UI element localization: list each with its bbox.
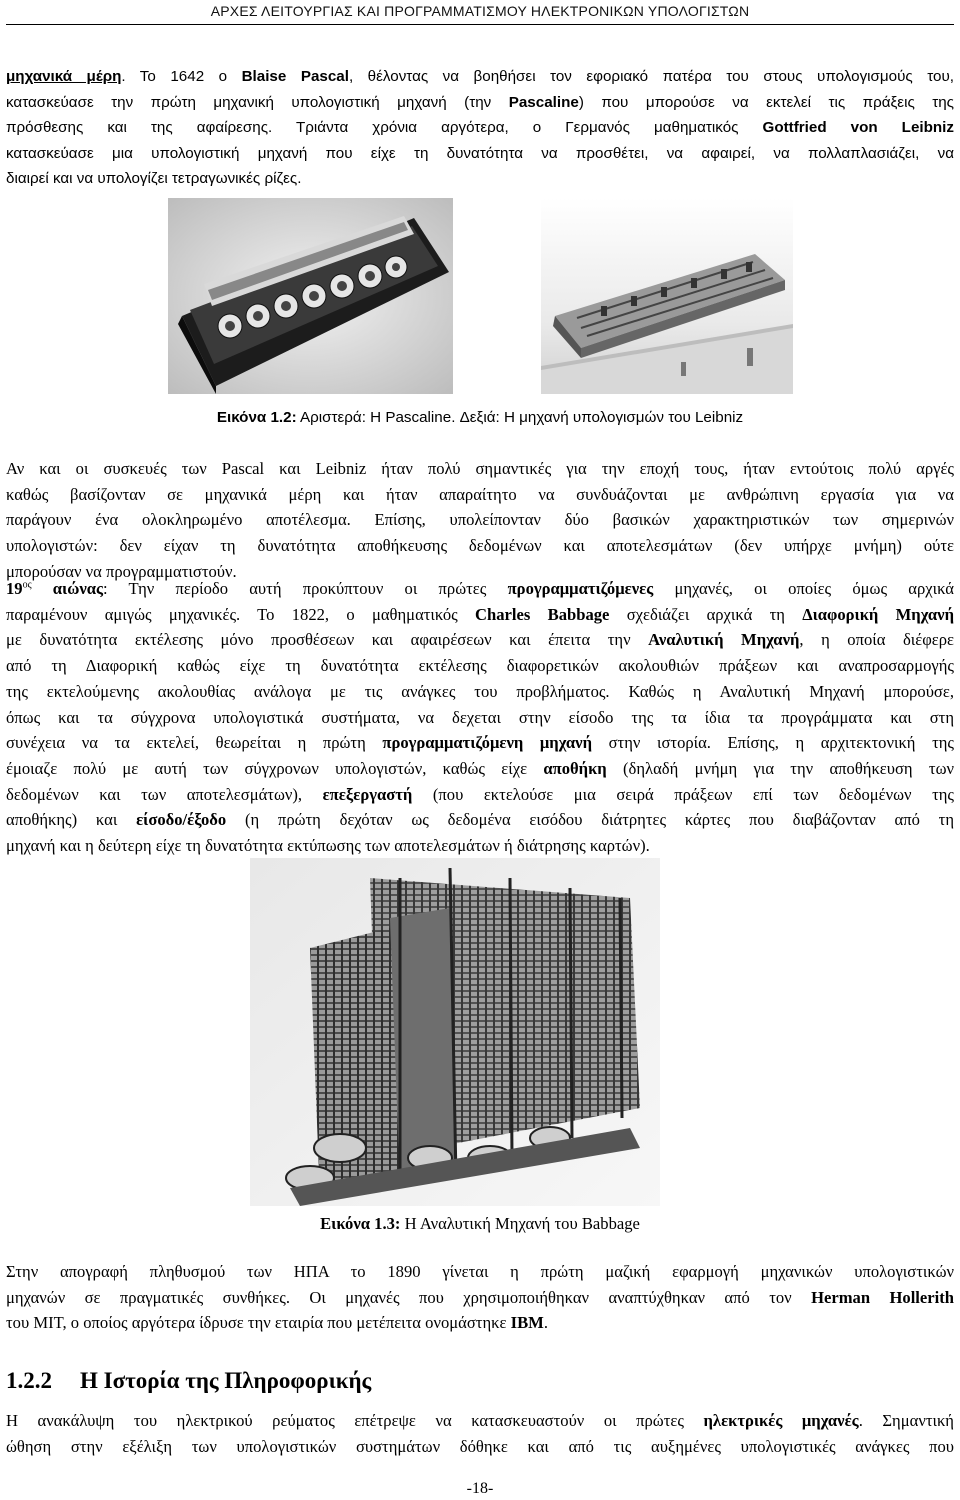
text: κατασκεύασε μια υπολογιστική μηχανή που είχε τη δυνατότητα να προσθέτει, να αφαιρεί, να πολλαπλασιάζει, να xyxy=(6,144,954,162)
text: όπως και τα σύγχρονα υπολογιστικά συστήματα, να δεχεται στην είσοδο της τα ίδια τα προγράμματα και στη xyxy=(6,707,954,727)
text-line xyxy=(6,679,954,705)
caption-text: Η Αναλυτική Μηχανή του Babbage xyxy=(400,1214,640,1233)
text-line xyxy=(6,64,954,90)
text-line xyxy=(6,115,954,141)
bold-text: επεξεργαστή xyxy=(322,784,413,804)
analytical-engine-image xyxy=(250,858,660,1206)
text: , θέλοντας να βοηθήσει τον εφοριακό πατέρα του στους υπολογισμούς του, xyxy=(348,68,954,85)
text: . Σημαντική xyxy=(858,1411,954,1430)
header-title: ΑΡΧΕΣ ΛΕΙΤΟΥΡΓΙΑΣ ΚΑΙ ΠΡΟΓΡΑΜΜΑΤΙΣΜΟΥ ΗΛΕΚΤΡΟΝΙΚΩΝ ΥΠΟΛΟΓΙΣΤΩΝ xyxy=(210,3,750,19)
bold-text: Charles Babbage xyxy=(475,604,610,624)
text: (που εκτελούσε μια σειρά πράξεων επί των δεδομένων της xyxy=(412,784,955,804)
bold-text: Blaise Pascal xyxy=(241,68,349,85)
bold-text: αιώνας xyxy=(31,579,104,598)
text-line xyxy=(6,807,954,833)
bold-text: Διαφορική Μηχανή xyxy=(802,604,954,624)
paragraph-electric-machines xyxy=(6,1408,954,1459)
caption-label: Εικόνα 1.2: xyxy=(216,409,297,426)
text: μηχανές, οι οποίες όμως αρχικά xyxy=(653,579,954,598)
leibniz-machine-photo xyxy=(541,198,793,394)
pascaline-photo xyxy=(168,198,453,394)
bold-text: αποθήκη xyxy=(543,758,607,778)
text-line xyxy=(6,576,954,602)
text: Η ανακάλυψη του ηλεκτρικού ρεύματος επέτρεψε να κατασκευαστούν οι πρώτες xyxy=(6,1411,704,1430)
superscript: ος xyxy=(22,579,32,591)
text: μπορούσαν να προγραμματιστούν. xyxy=(6,561,237,581)
text-line xyxy=(6,1285,954,1311)
text-line xyxy=(6,482,954,508)
bold-text: είσοδο/έξοδο xyxy=(136,810,227,830)
text: , η οποία διέφερε xyxy=(799,630,954,650)
running-header xyxy=(0,0,960,27)
text: κατασκεύασε την πρώτη μηχανική υπολογιστική μηχανή (την xyxy=(6,93,509,111)
text: ) που μπορούσε να εκτελεί τις πράξεις της xyxy=(578,93,954,111)
bold-text: μηχανικά μέρη xyxy=(6,68,122,85)
text: με δυνατότητα εκτέλεσης μόνο προσθέσεων και αφαιρέσεων και έπειτα την xyxy=(6,630,649,650)
figure-1-2-caption xyxy=(0,408,960,428)
analytical-engine-photo xyxy=(250,858,660,1206)
text: : Την περίοδο αυτή προκύπτουν οι πρώτες xyxy=(103,579,508,598)
text: (δηλαδή μνήμη για την αποθήκευση των xyxy=(606,758,954,778)
text: της εκτελούμενης ακολουθίας ανάλογα με τις ανάγκες του προβλήματος. Καθώς η Αναλυτική Μηχανή μπορούσε, xyxy=(6,681,954,701)
text-line xyxy=(6,1408,954,1434)
text: δεδομένων και των αποτελεσμάτων), xyxy=(6,784,323,804)
leibniz-machine-image xyxy=(541,198,793,394)
text: συνέχεια να τα εκτελεί, θεωρείται η πρώτη xyxy=(6,733,383,753)
text-line xyxy=(6,653,954,679)
page-number-text: -18- xyxy=(466,1480,494,1497)
text: διαιρεί και να υπολογίζει τετραγωνικές ρίζες. xyxy=(6,170,302,187)
bold-text: Gottfried von Leibniz xyxy=(762,119,954,136)
bold-text: ηλεκτρικές μηχανές xyxy=(703,1411,859,1430)
header-rule xyxy=(6,24,954,25)
bold-text: Pascaline xyxy=(508,93,579,111)
text-line xyxy=(6,782,954,808)
text-line xyxy=(6,456,954,482)
text-line xyxy=(6,1434,954,1460)
text: παραμένουν αμιγώς μηχανικές. Το 1822, ο μαθηματικός xyxy=(6,604,476,624)
text-line xyxy=(6,1259,954,1285)
text-line xyxy=(6,602,954,628)
text-line xyxy=(6,166,954,192)
text: αποθήκης) και xyxy=(6,810,137,830)
paragraph-19th-century xyxy=(6,576,954,859)
text-line xyxy=(6,141,954,167)
bold-text: 19 xyxy=(6,579,23,598)
text: . Το 1642 ο xyxy=(121,68,242,85)
text: μηχανών σε πραγματικές συνθήκες. Οι μηχανές που χρησιμοποιήθηκαν αναπτύχθηκαν από τον xyxy=(6,1287,812,1307)
text-line xyxy=(6,90,954,116)
text: έμοιαζε πολύ με αυτή των σύγχρονων υπολογιστών, καθώς είχε xyxy=(6,758,544,778)
text-line xyxy=(6,756,954,782)
text: υπολογιστών: δεν είχαν τη δυνατότητα αποθήκευσης δεδομένων και αποτελεσμάτων (δεν υπήρχε μνήμη) ούτε xyxy=(6,536,954,556)
paragraph-census-1890 xyxy=(6,1259,954,1336)
section-number: 1.2.2 xyxy=(6,1368,52,1393)
section-heading xyxy=(6,1366,371,1396)
text: καθώς βασίζονταν σε μηχανικά μέρη και ήταν απαραίτητο να συνδυάζονται με ανθρώπινη εργασία για να xyxy=(6,484,954,504)
paragraph-pascal-leibniz xyxy=(6,64,954,192)
bold-text: προγραμματιζόμενη μηχανή xyxy=(382,733,593,753)
text-line xyxy=(6,1310,954,1336)
text: Αν και οι συσκευές των Pascal και Leibniz ήταν πολύ σημαντικές για την εποχή τους, ήταν εντούτοις πολύ αργές xyxy=(6,459,954,478)
figure-1-3-caption xyxy=(0,1214,960,1234)
text: ώθηση στην εξέλιξη των υπολογιστικών συστημάτων δόθηκε και από τις αυξημένες υπολογιστικές ανάγκες που xyxy=(6,1436,954,1456)
text: του MIT, ο οποίος αργότερα ίδρυσε την εταιρία που μετέπειτα ονομάστηκε xyxy=(6,1313,511,1333)
text: . xyxy=(543,1313,548,1333)
caption-label: Εικόνα 1.3: xyxy=(320,1214,401,1233)
pascaline-image xyxy=(168,198,453,394)
text: (η πρώτη δεχόταν ως δεδομένα εισόδου διάτρητες κάρτες που διαβάζονταν από τη xyxy=(226,810,955,830)
text-line xyxy=(6,627,954,653)
text: Στην απογραφή πληθυσμού των ΗΠΑ το 1890 γίνεται η πρώτη μαζική εφαρμογή μηχανικών υπολογιστικών xyxy=(6,1262,954,1281)
bold-text: IBM xyxy=(510,1313,544,1333)
bold-text: Herman Hollerith xyxy=(811,1287,955,1307)
text: πρόσθεσης και της αφαίρεσης. Τριάντα χρόνια αργότερα, ο Γερμανός μαθηματικός xyxy=(6,119,763,136)
text-line xyxy=(6,730,954,756)
section-title: Η Ιστορία της Πληροφορικής xyxy=(80,1368,372,1393)
paragraph-limitations xyxy=(6,456,954,585)
text: στην ιστορία. Επίσης, η αρχιτεκτονική της xyxy=(592,733,954,753)
bold-text: Αναλυτική Μηχανή xyxy=(648,630,800,650)
text: μηχανή και η δεύτερη είχε τη δυνατότητα εκτύπωσης των αποτελεσμάτων ή διάτρησης καρτών). xyxy=(6,836,650,856)
bold-text: προγραμματιζόμενες xyxy=(507,579,654,598)
caption-text: Αριστερά: Η Pascaline. Δεξιά: Η μηχανή υπολογισμών του Leibniz xyxy=(296,409,744,426)
page-number xyxy=(0,1479,960,1499)
text-line xyxy=(6,705,954,731)
text: παράγουν ένα ολοκληρωμένο αποτέλεσμα. Επίσης, υπολείπονταν δύο βασικών χαρακτηριστικών των σημερινών xyxy=(6,510,954,530)
text-line xyxy=(6,533,954,559)
text-line xyxy=(6,833,954,859)
text: από τη Διαφορική καθώς είχε τη δυνατότητα εκτέλεσης διαφορετικών ακολουθιών πράξεων και αναπροσαρμογής xyxy=(6,656,954,676)
text-line xyxy=(6,507,954,533)
text: σχεδιάζει αρχικά τη xyxy=(609,604,803,624)
